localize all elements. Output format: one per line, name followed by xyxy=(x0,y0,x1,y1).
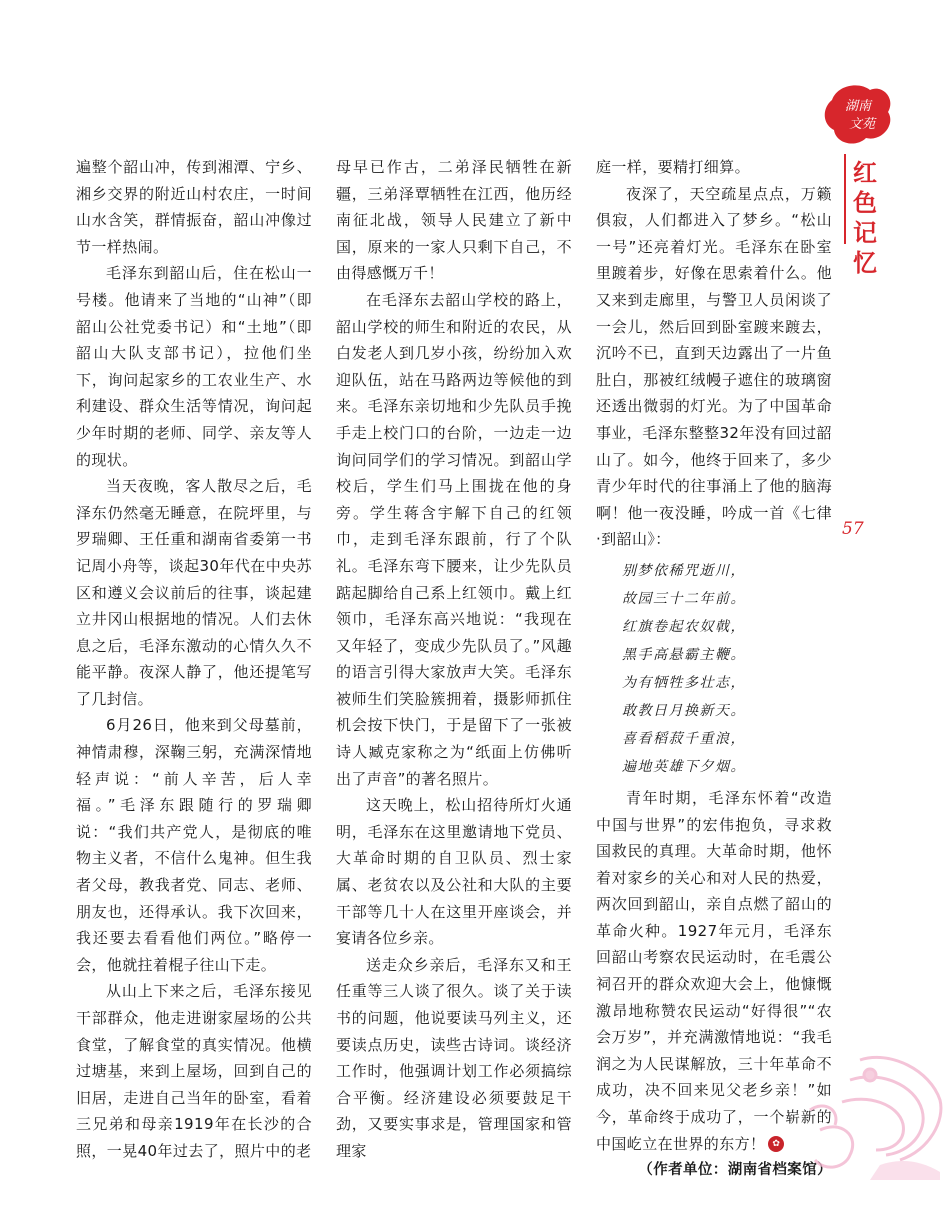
section-label-char: 记 xyxy=(853,219,877,247)
poem-line: 黑手高悬霸主鞭。 xyxy=(622,646,746,663)
article-column-2 xyxy=(336,154,572,1165)
logo-text-top: 湖南 xyxy=(844,99,872,114)
end-mark-icon: ✿ xyxy=(768,1136,784,1152)
magazine-logo xyxy=(818,80,898,150)
section-label-char: 忆 xyxy=(853,249,877,277)
poem xyxy=(596,557,832,781)
poem-line: 喜看稻菽千重浪， xyxy=(622,730,746,747)
logo-text-bottom: 文苑 xyxy=(848,117,876,132)
poem-line: 红旗卷起农奴戟， xyxy=(622,618,746,635)
phoenix-ornament-icon xyxy=(790,1040,950,1180)
author-affiliation: （作者单位：湖南省档案馆） xyxy=(638,1162,832,1179)
section-rule xyxy=(844,154,846,244)
paragraph: 在毛泽东去韶山学校的路上，韶山学校的师生和附近的农民，从白发老人到几岁小孩，纷纷加入欢迎队伍，站在马路两边等候他的到来。毛泽东亲切地和少先队员手挽手走上校门口的台阶，一边走一边询问同学们的学习情况。到韶山学校后，学生们马上围拢在他的身旁。学生蒋含宇解下自己的红领巾，走到毛泽东跟前，行了个队礼。毛泽东弯下腰来，让少先队员踮起脚给自己系上红领巾。戴上红领巾，毛泽东高兴地说：“我现在又年轻了，变成少先队员了。”风趣的语言引得大家放声大笑。毛泽东被师生们笑脸簇拥着，摄影师抓住机会按下快门，于是留下了一张被诗人臧克家称之为“纸面上仿佛听出了声音”的著名照片。 xyxy=(336,290,572,788)
article-column-1 xyxy=(76,154,312,1165)
paragraph: 母早已作古，二弟泽民牺牲在新疆，三弟泽覃牺牲在江西，他历经南征北战，领导人民建立了新中国，原来的一家人只剩下自己，不由得感慨万千！ xyxy=(336,158,572,283)
paragraph: 庭一样，要精打细算。 xyxy=(596,158,751,176)
section-label xyxy=(850,158,880,278)
poem-line: 故园三十二年前。 xyxy=(622,590,746,607)
section-label-char: 色 xyxy=(853,189,877,217)
paragraph: 送走众乡亲后，毛泽东又和王任重等三人谈了很久。谈了关于读书的问题，他说要读马列主义，还要读点历史，读些古诗词。谈经济工作时，他强调计划工作必须搞综合平衡。经济建设必须要鼓足干劲，又要实事求是，管理国家和管理家 xyxy=(336,955,572,1160)
poem-line: 为有牺牲多壮志， xyxy=(622,674,746,691)
paragraph-final-text: 青年时期，毛泽东怀着“改造中国与世界”的宏伟抱负，寻求救国救民的真理。大革命时期，他怀着对家乡的关心和对人民的热爱，两次回到韶山，亲自点燃了韶山的革命火种。1927年元月，毛泽东回韶山考察农民运动时，在毛震公祠召开的群众欢迎大会上，他慷慨激昂地称赞农民运动“好得很”“农会万岁”，并充满激情地说：“我毛润之为人民谋解放，三十年革命不成功，决不回来见父老乡亲！”如今，革命终于成功了，一个崭新的中国屹立在世界的东方！ xyxy=(596,788,832,1153)
paragraph: 夜深了，天空疏星点点，万籁俱寂，人们都进入了梦乡。“松山一号”还亮着灯光。毛泽东在卧室里踱着步，好像在思索着什么。他又来到走廊里，与警卫人员闲谈了一会儿，然后回到卧室踱来踱去，沉吟不已，直到天边露出了一片鱼肚白，那被红绒幔子遮住的玻璃窗还透出微弱的灯光。为了中国革命事业，毛泽东整整32年没有回过韶山了。如今，他终于回来了，多少青少年时代的往事涌上了他的脑海啊！他一夜没睡，吟成一首《七律·到韶山》： xyxy=(596,184,832,549)
paragraph: 毛泽东到韶山后，住在松山一号楼。他请来了当地的“山神”（即韶山公社党委书记）和“土地”（即韶山大队支部书记），拉他们坐下，询问起家乡的工农业生产、水利建设、群众生活等情况，询问起少年时期的老师、同学、亲友等人的现状。 xyxy=(76,264,312,469)
paragraph: 遍整个韶山冲，传到湘潭、宁乡、湘乡交界的附近山村农庄，一时间山水含笑，群情振奋，韶山冲像过节一样热闹。 xyxy=(76,158,312,256)
paragraph: 从山上下来之后，毛泽东接见干部群众，他走进谢家屋场的公共食堂，了解食堂的真实情况。他横过塘基，来到上屋场，回到自己的旧居，走进自己当年的卧室，看着三兄弟和母亲1919年在长沙的合照，一晃40年过去了，照片中的老 xyxy=(76,982,312,1160)
poem-line: 遍地英雄下夕烟。 xyxy=(622,758,746,775)
section-label-char: 红 xyxy=(853,159,877,187)
page-number: 57 xyxy=(842,519,864,539)
paragraph: 当天夜晚，客人散尽之后，毛泽东仍然毫无睡意，在院坪里，与罗瑞卿、王任重和湖南省委第一书记周小舟等，谈起30年代在中央苏区和遵义会议前后的往事，谈起建立井冈山根据地的情况。人们去休息之后，毛泽东激动的心情久久不能平静。夜深人静了，他还提笔写了几封信。 xyxy=(76,477,312,708)
poem-line: 别梦依稀咒逝川， xyxy=(622,562,746,579)
paragraph: 6月26日，他来到父母墓前，神情肃穆，深鞠三躬，充满深情地轻声说：“前人辛苦，后人幸福。”毛泽东跟随行的罗瑞卿说：“我们共产党人，是彻底的唯物主义者，不信什么鬼神。但生我者父母，教我者党、同志、老师、朋友也，还得承认。我下次回来，我还要去看看他们两位。”略停一会，他就拄着棍子往山下走。 xyxy=(76,716,312,974)
poem-line: 敢教日月换新天。 xyxy=(622,702,746,719)
article-column-3 xyxy=(596,154,832,1184)
paragraph: 这天晚上，松山招待所灯火通明，毛泽东在这里邀请地下党员、大革命时期的自卫队员、烈士家属、老贫农以及公社和大队的主要干部等几十人在这里开座谈会，并宴请各位乡亲。 xyxy=(336,796,572,948)
